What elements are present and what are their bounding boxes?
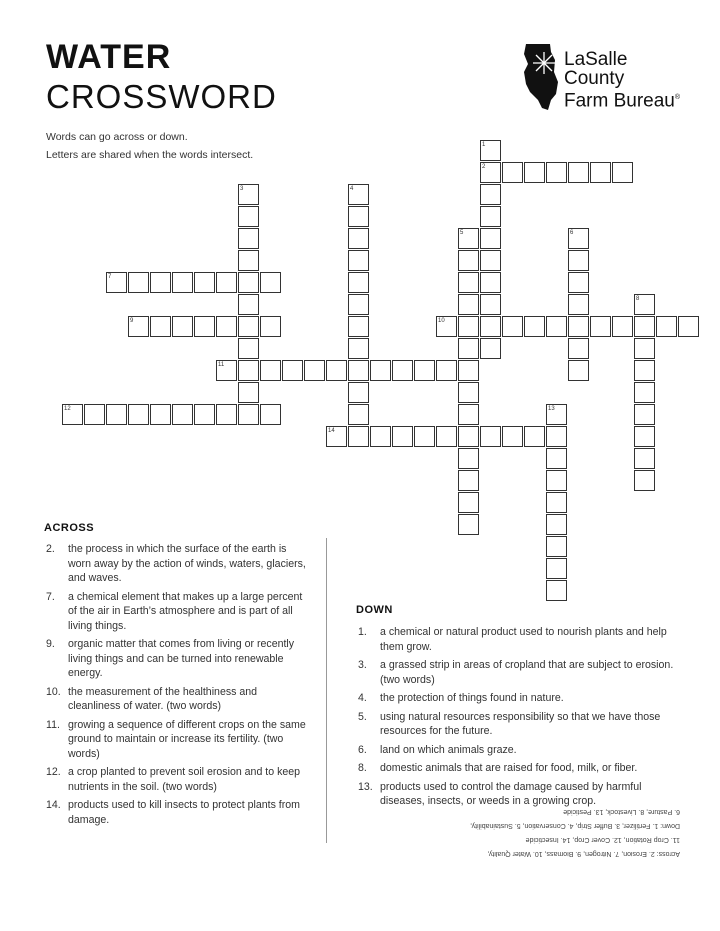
across-clue (46, 765, 311, 794)
down-clue (358, 743, 683, 758)
grid-cell[interactable] (348, 338, 369, 359)
across-clue (46, 637, 311, 681)
grid-cell[interactable] (172, 272, 193, 293)
grid-cell[interactable] (546, 316, 567, 337)
grid-cell[interactable] (458, 294, 479, 315)
cell-number: 4 (350, 186, 354, 192)
grid-cell[interactable] (128, 404, 149, 425)
clue-text: a chemical element that makes up a large percent of the air in Earth’s atmosphere and is part of all living things. (68, 590, 303, 632)
down-clue (358, 691, 683, 706)
grid-cell[interactable] (348, 426, 369, 447)
cell-number: 10 (438, 318, 445, 324)
grid-cell[interactable] (194, 316, 215, 337)
grid-cell[interactable] (348, 316, 369, 337)
grid-cell[interactable] (348, 360, 369, 381)
clue-text: a grassed strip in areas of cropland that are subject to erosion. (two words) (380, 659, 674, 686)
cell-number: 5 (460, 230, 464, 236)
grid-cell[interactable] (304, 360, 325, 381)
grid-cell[interactable] (634, 470, 655, 491)
across-clue (46, 718, 311, 762)
grid-cell[interactable] (502, 162, 523, 183)
grid-cell[interactable] (414, 360, 435, 381)
grid-cell[interactable] (568, 162, 589, 183)
grid-cell[interactable] (194, 272, 215, 293)
grid-cell[interactable] (678, 316, 699, 337)
grid-cell[interactable] (238, 250, 259, 271)
grid-cell[interactable] (634, 426, 655, 447)
grid-cell[interactable] (480, 228, 501, 249)
clue-text: the measurement of the healthiness and cleanliness of water. (two words) (68, 685, 258, 712)
grid-cell[interactable] (238, 338, 259, 359)
grid-cell[interactable] (546, 580, 567, 601)
grid-cell[interactable] (458, 470, 479, 491)
grid-cell[interactable] (634, 404, 655, 425)
grid-cell[interactable] (458, 316, 479, 337)
grid-cell[interactable] (194, 404, 215, 425)
grid-cell[interactable] (612, 162, 633, 183)
across-clue (46, 798, 311, 827)
grid-cell[interactable] (524, 162, 545, 183)
grid-cell[interactable] (238, 316, 259, 337)
instruction-line: Letters are shared when the words intersect. (46, 149, 254, 161)
down-clue (358, 625, 683, 654)
grid-cell[interactable] (238, 382, 259, 403)
grid-cell[interactable] (84, 404, 105, 425)
grid-cell[interactable] (238, 294, 259, 315)
clue-number: 6. (358, 743, 367, 756)
down-clue (358, 658, 683, 687)
grid-cell[interactable] (634, 338, 655, 359)
grid-cell[interactable] (348, 382, 369, 403)
grid-cell[interactable] (106, 404, 127, 425)
grid-cell[interactable] (524, 426, 545, 447)
clue-text: a chemical or natural product used to nourish plants and help them grow. (380, 626, 667, 653)
grid-cell[interactable] (348, 404, 369, 425)
clue-number: 8. (358, 762, 367, 774)
clue-text: domestic animals that are raised for food, milk, or fiber. (380, 762, 638, 774)
grid-cell[interactable] (238, 272, 259, 293)
grid-cell[interactable] (282, 360, 303, 381)
grid-cell[interactable] (458, 382, 479, 403)
clue-number: 12. (46, 766, 61, 778)
clue-number: 10. (46, 685, 61, 698)
grid-cell[interactable] (370, 426, 391, 447)
grid-cell[interactable] (568, 294, 589, 315)
clue-number: 1. (358, 626, 367, 638)
instruction-line: Words can go across or down. (46, 131, 188, 143)
grid-cell[interactable] (348, 228, 369, 249)
grid-cell[interactable] (436, 426, 457, 447)
grid-cell[interactable] (238, 206, 259, 227)
grid-cell[interactable] (392, 426, 413, 447)
grid-cell[interactable] (480, 184, 501, 205)
grid-cell[interactable] (480, 316, 501, 337)
grid-cell[interactable] (260, 316, 281, 337)
grid-cell[interactable] (546, 536, 567, 557)
answer-key-line: Across: 2. Erosion, 7. Nitrogen, 9. Biomass, 10. Water Quality, (487, 850, 680, 857)
grid-cell[interactable] (634, 316, 655, 337)
across-heading: ACROSS (44, 522, 95, 534)
registered-mark: ® (674, 94, 681, 101)
grid-cell[interactable] (458, 272, 479, 293)
grid-cell[interactable] (502, 426, 523, 447)
cell-number: 13 (548, 406, 555, 412)
grid-cell[interactable] (172, 316, 193, 337)
grid-cell[interactable] (348, 272, 369, 293)
grid-cell[interactable] (458, 448, 479, 469)
down-clue-list (358, 625, 683, 813)
clue-text: land on which animals graze. (380, 743, 517, 756)
grid-cell[interactable] (238, 228, 259, 249)
grid-cell[interactable] (524, 316, 545, 337)
clue-number: 3. (358, 659, 367, 671)
grid-cell[interactable] (458, 338, 479, 359)
grid-cell[interactable] (458, 514, 479, 535)
grid-cell[interactable] (128, 272, 149, 293)
grid-cell[interactable] (634, 360, 655, 381)
down-clue (358, 710, 683, 739)
grid-cell[interactable] (568, 360, 589, 381)
across-clue (46, 685, 311, 714)
cell-number: 6 (570, 230, 574, 236)
grid-cell[interactable] (634, 448, 655, 469)
grid-cell[interactable] (546, 558, 567, 579)
grid-cell[interactable] (326, 360, 347, 381)
clue-number: 4. (358, 692, 367, 704)
clue-number: 2. (46, 543, 55, 555)
cell-number: 12 (64, 406, 71, 412)
grid-cell[interactable] (348, 294, 369, 315)
grid-cell[interactable] (458, 250, 479, 271)
logo-line-2: Farm Bureau (564, 90, 675, 112)
column-divider (326, 538, 327, 843)
answer-key-upside-down (410, 804, 680, 860)
answer-key-line: Down: 1. Fertilizer, 3. Buffer Strip, 4. Conservation, 5. Sustainability, (470, 822, 680, 829)
grid-cell[interactable] (546, 514, 567, 535)
grid-cell[interactable] (216, 272, 237, 293)
grid-cell[interactable] (458, 404, 479, 425)
clue-text: using natural resources responsibility so that we have those resources for the future. (380, 710, 661, 737)
grid-cell[interactable] (150, 272, 171, 293)
grid-cell[interactable] (590, 162, 611, 183)
grid-cell[interactable] (150, 316, 171, 337)
grid-cell[interactable] (502, 316, 523, 337)
cell-number: 14 (328, 428, 335, 434)
clue-number: 7. (46, 590, 55, 603)
title-light: CROSSWORD (46, 78, 277, 115)
grid-cell[interactable] (348, 206, 369, 227)
grid-cell[interactable] (260, 360, 281, 381)
grid-cell[interactable] (216, 316, 237, 337)
grid-cell[interactable] (414, 426, 435, 447)
clue-number: 9. (46, 638, 55, 650)
cell-number: 11 (218, 362, 225, 368)
grid-cell[interactable] (568, 338, 589, 359)
across-clue-list (46, 542, 311, 831)
grid-cell[interactable] (150, 404, 171, 425)
grid-cell[interactable] (568, 316, 589, 337)
grid-cell[interactable] (546, 426, 567, 447)
grid-cell[interactable] (568, 272, 589, 293)
grid-cell[interactable] (656, 316, 677, 337)
clue-text: the protection of things found in nature. (380, 692, 564, 704)
cell-number: 3 (240, 186, 244, 192)
grid-cell[interactable] (458, 492, 479, 513)
down-heading: DOWN (356, 604, 393, 616)
grid-cell[interactable] (216, 404, 237, 425)
cell-number: 1 (482, 142, 486, 148)
across-clue (46, 542, 311, 586)
grid-cell[interactable] (348, 250, 369, 271)
grid-cell[interactable] (568, 250, 589, 271)
logo-line-1: LaSalle County (564, 49, 628, 89)
grid-cell[interactable] (436, 360, 457, 381)
clue-number: 13. (358, 780, 373, 793)
grid-cell[interactable] (546, 448, 567, 469)
grid-cell[interactable] (392, 360, 413, 381)
grid-cell[interactable] (480, 272, 501, 293)
grid-cell[interactable] (480, 338, 501, 359)
answer-key-line: 6. Pasture, 8. Livestock, 13. Pesticide (563, 808, 680, 815)
down-clue (358, 761, 683, 776)
grid-cell[interactable] (480, 250, 501, 271)
grid-cell[interactable] (480, 426, 501, 447)
clue-text: a crop planted to prevent soil erosion and to keep nutrients in the soil. (two words) (68, 766, 301, 793)
grid-cell[interactable] (546, 492, 567, 513)
cell-number: 2 (482, 164, 486, 170)
grid-cell[interactable] (546, 470, 567, 491)
clue-text: growing a sequence of different crops on the same ground to maintain or increase its fertility. (two words) (68, 718, 306, 760)
title-bold: WATER (46, 38, 172, 76)
grid-cell[interactable] (172, 404, 193, 425)
grid-cell[interactable] (590, 316, 611, 337)
clue-number: 5. (358, 710, 367, 723)
grid-cell[interactable] (480, 206, 501, 227)
grid-cell[interactable] (634, 382, 655, 403)
cell-number: 9 (130, 318, 134, 324)
grid-cell[interactable] (238, 404, 259, 425)
cell-number: 7 (108, 274, 112, 280)
grid-cell[interactable] (238, 360, 259, 381)
grid-cell[interactable] (260, 404, 281, 425)
answer-key-line: 11. Crop Rotation, 12. Cover Crop, 14. Insecticide (525, 836, 680, 843)
clue-number: 11. (46, 718, 60, 731)
grid-cell[interactable] (458, 426, 479, 447)
grid-cell[interactable] (612, 316, 633, 337)
grid-cell[interactable] (458, 360, 479, 381)
clue-text: products used to control the damage caused by harmful diseases, insects, or weeds in a growing crop. (380, 780, 642, 807)
across-clue (46, 590, 311, 634)
grid-cell[interactable] (370, 360, 391, 381)
grid-cell[interactable] (546, 162, 567, 183)
grid-cell[interactable] (260, 272, 281, 293)
clue-text: products used to kill insects to protect plants from damage. (68, 799, 300, 826)
cell-number: 8 (636, 296, 640, 302)
clue-number: 14. (46, 799, 61, 811)
clue-text: organic matter that comes from living or recently living things and can be turned into renewable energy. (68, 638, 295, 679)
clue-text: the process in which the surface of the earth is worn away by the action of winds, waters, glaciers, and waves. (68, 543, 306, 584)
grid-cell[interactable] (480, 294, 501, 315)
